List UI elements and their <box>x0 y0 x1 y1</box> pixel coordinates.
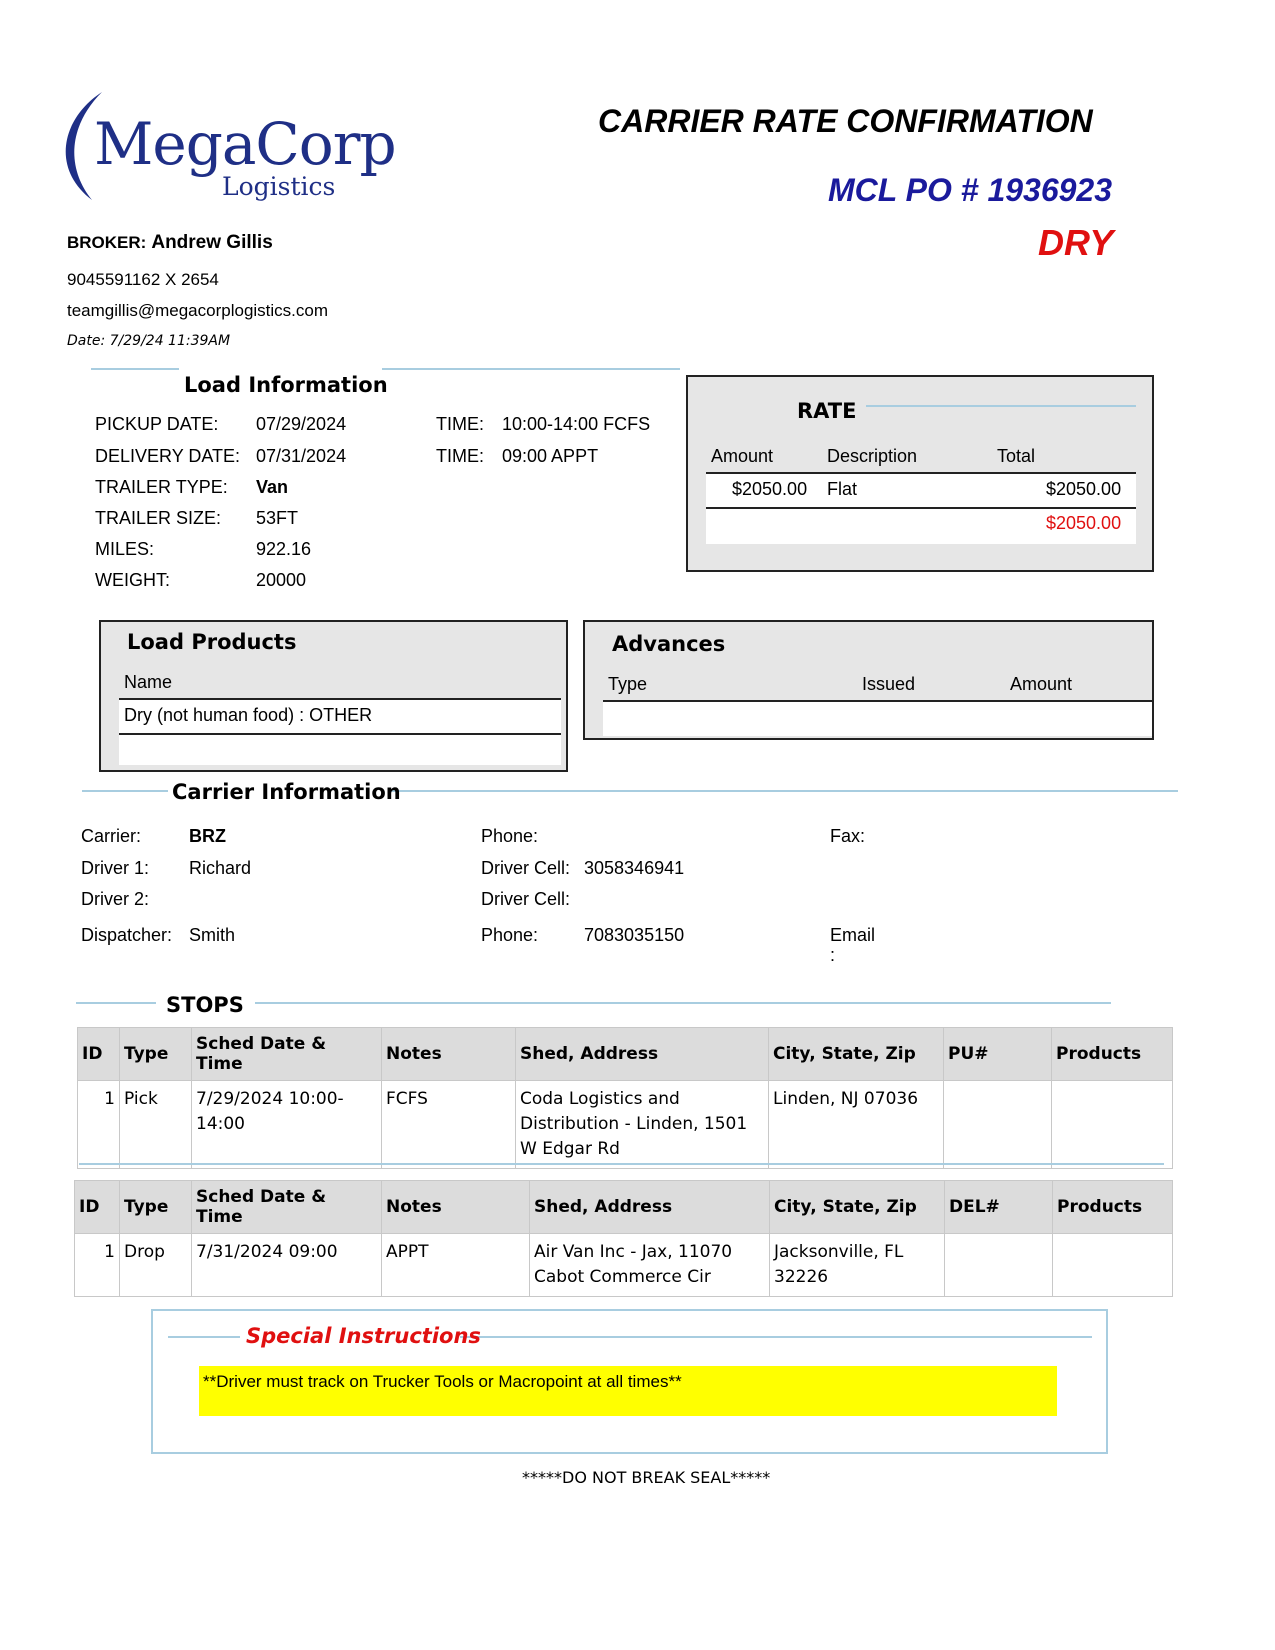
delivery-time: 09:00 APPT <box>502 446 599 466</box>
driver1-label: Driver 1: <box>81 858 150 878</box>
load-info-title: Load Information <box>184 373 388 397</box>
advances-empty-row <box>603 702 1152 736</box>
col-address: Shed, Address <box>516 1028 769 1081</box>
special-rule-left <box>168 1336 240 1338</box>
miles: 922.16 <box>256 539 312 559</box>
email-colon: : <box>830 945 836 965</box>
drop-header-row <box>75 1181 1173 1234</box>
col-city: City, State, Zip <box>770 1181 945 1234</box>
dispatcher-label: Dispatcher: <box>81 925 173 945</box>
col-type: Type <box>120 1181 192 1234</box>
trailer-type-label: TRAILER TYPE: <box>95 477 228 497</box>
advances-title: Advances <box>612 632 726 656</box>
broker-email: teamgillis@megacorplogistics.com <box>67 301 329 320</box>
driver2-cell-label: Driver Cell: <box>481 889 571 909</box>
company-logo <box>52 88 396 208</box>
po-number: MCL PO # 1936923 <box>828 172 1113 208</box>
driver2-label: Driver 2: <box>81 889 150 909</box>
load-products-col-name: Name <box>124 672 173 692</box>
load-info-rule-left <box>91 368 179 370</box>
delivery-date-label: DELIVERY DATE: <box>95 446 241 466</box>
weight: 20000 <box>256 570 307 590</box>
col-id: ID <box>75 1181 120 1234</box>
broker-date: Date: 7/29/24 11:39AM <box>67 333 231 349</box>
delivery-time-label: TIME: <box>436 446 484 466</box>
stop-id: 1 <box>75 1234 120 1297</box>
stop-products <box>1053 1234 1173 1297</box>
stop-city: Linden, NJ 07036 <box>769 1081 944 1169</box>
broker-line <box>67 232 273 254</box>
document-title: CARRIER RATE CONFIRMATION <box>598 103 1093 139</box>
col-notes: Notes <box>382 1028 516 1081</box>
stops-rule-right <box>255 1002 1111 1004</box>
carrier-title: Carrier Information <box>172 780 401 804</box>
advances-col-type: Type <box>608 674 648 694</box>
logo-name: MegaCorp <box>94 110 396 178</box>
stop-pu <box>944 1081 1052 1169</box>
rate-col-amount: Amount <box>711 446 774 466</box>
col-sched: Sched Date & Time <box>192 1028 382 1081</box>
advances-col-issued: Issued <box>862 674 916 694</box>
carrier-fax-label: Fax: <box>830 826 866 846</box>
stop-products <box>1052 1081 1173 1169</box>
col-notes: Notes <box>382 1181 530 1234</box>
stops-title: STOPS <box>166 993 244 1017</box>
special-rule-right <box>460 1336 1092 1338</box>
stops-rule-left <box>76 1002 156 1004</box>
stop-del <box>945 1234 1053 1297</box>
col-products: Products <box>1053 1181 1173 1234</box>
driver1-cell-label: Driver Cell: <box>481 858 571 878</box>
driver1-name: Richard <box>189 858 252 878</box>
carrier-name: BRZ <box>189 826 226 846</box>
rate-col-description: Description <box>827 446 918 466</box>
rate-title: RATE <box>797 399 857 423</box>
broker-phone: 9045591162 X 2654 <box>67 270 219 289</box>
trailer-size: 53FT <box>256 508 299 528</box>
rate-row-description: Flat <box>827 479 858 499</box>
delivery-date: 07/31/2024 <box>256 446 347 466</box>
logo-sub: Logistics <box>222 172 336 201</box>
pickup-header-row <box>78 1028 1173 1081</box>
col-type: Type <box>120 1028 192 1081</box>
carrier-rule-right <box>390 790 1178 792</box>
stop-notes: APPT <box>382 1234 530 1297</box>
stop-address: Coda Logistics and Distribution - Linden, 1501 W Edgar Rd <box>516 1081 769 1169</box>
broker-label: BROKER: <box>67 233 147 252</box>
drop-stops-table <box>74 1180 1173 1297</box>
driver1-cell: 3058346941 <box>584 858 685 878</box>
trailer-size-label: TRAILER SIZE: <box>95 508 222 528</box>
broker-name: Andrew Gillis <box>151 232 273 253</box>
carrier-label: Carrier: <box>81 826 142 846</box>
stop-city: Jacksonville, FL 32226 <box>770 1234 945 1297</box>
col-products: Products <box>1052 1028 1173 1081</box>
stop-type: Pick <box>120 1081 192 1169</box>
col-city: City, State, Zip <box>769 1028 944 1081</box>
email-label: Email <box>830 925 876 945</box>
stop-id: 1 <box>78 1081 120 1169</box>
col-del: DEL# <box>945 1181 1053 1234</box>
rate-col-total: Total <box>997 446 1036 466</box>
carrier-phone-label: Phone: <box>481 826 539 846</box>
rate-grand-total: $2050.00 <box>1046 513 1122 533</box>
pickup-date-label: PICKUP DATE: <box>95 414 219 434</box>
pickup-date: 07/29/2024 <box>256 414 347 434</box>
rate-row-total: $2050.00 <box>1046 479 1122 499</box>
footer-seal-note: *****DO NOT BREAK SEAL***** <box>522 1468 771 1487</box>
dispatcher-phone: 7083035150 <box>584 925 685 945</box>
rate-row-amount: $2050.00 <box>732 479 808 499</box>
special-instructions-text: **Driver must track on Trucker Tools or Macropoint at all times** <box>203 1372 682 1391</box>
pickup-time: 10:00-14:00 FCFS <box>502 414 651 434</box>
load-products-empty-row <box>119 735 561 765</box>
rate-title-rule <box>866 405 1136 407</box>
stop-notes: FCFS <box>382 1081 516 1169</box>
pickup-time-label: TIME: <box>436 414 484 434</box>
carrier-rule-left <box>82 790 168 792</box>
stops-divider-rule <box>79 1163 1164 1165</box>
load-products-item: Dry (not human food) : OTHER <box>124 705 373 725</box>
special-instructions-title: Special Instructions <box>246 1324 481 1348</box>
trailer-type: Van <box>256 477 289 497</box>
table-row <box>78 1081 1173 1169</box>
stop-type: Drop <box>120 1234 192 1297</box>
stop-address: Air Van Inc - Jax, 11070 Cabot Commerce Cir <box>530 1234 770 1297</box>
col-address: Shed, Address <box>530 1181 770 1234</box>
dispatcher-phone-label: Phone: <box>481 925 539 945</box>
table-row <box>75 1234 1173 1297</box>
miles-label: MILES: <box>95 539 155 559</box>
pickup-stops-table <box>77 1027 1173 1169</box>
load-info-rule-right <box>382 368 680 370</box>
stop-sched: 7/31/2024 09:00 <box>192 1234 382 1297</box>
dispatcher-name: Smith <box>189 925 236 945</box>
load-products-title: Load Products <box>127 630 297 654</box>
col-sched: Sched Date & Time <box>192 1181 382 1234</box>
stop-sched: 7/29/2024 10:00-14:00 <box>192 1081 382 1169</box>
load-type: DRY <box>1038 222 1114 263</box>
weight-label: WEIGHT: <box>95 570 170 590</box>
col-pu: PU# <box>944 1028 1052 1081</box>
col-id: ID <box>78 1028 120 1081</box>
advances-col-amount: Amount <box>1010 674 1073 694</box>
